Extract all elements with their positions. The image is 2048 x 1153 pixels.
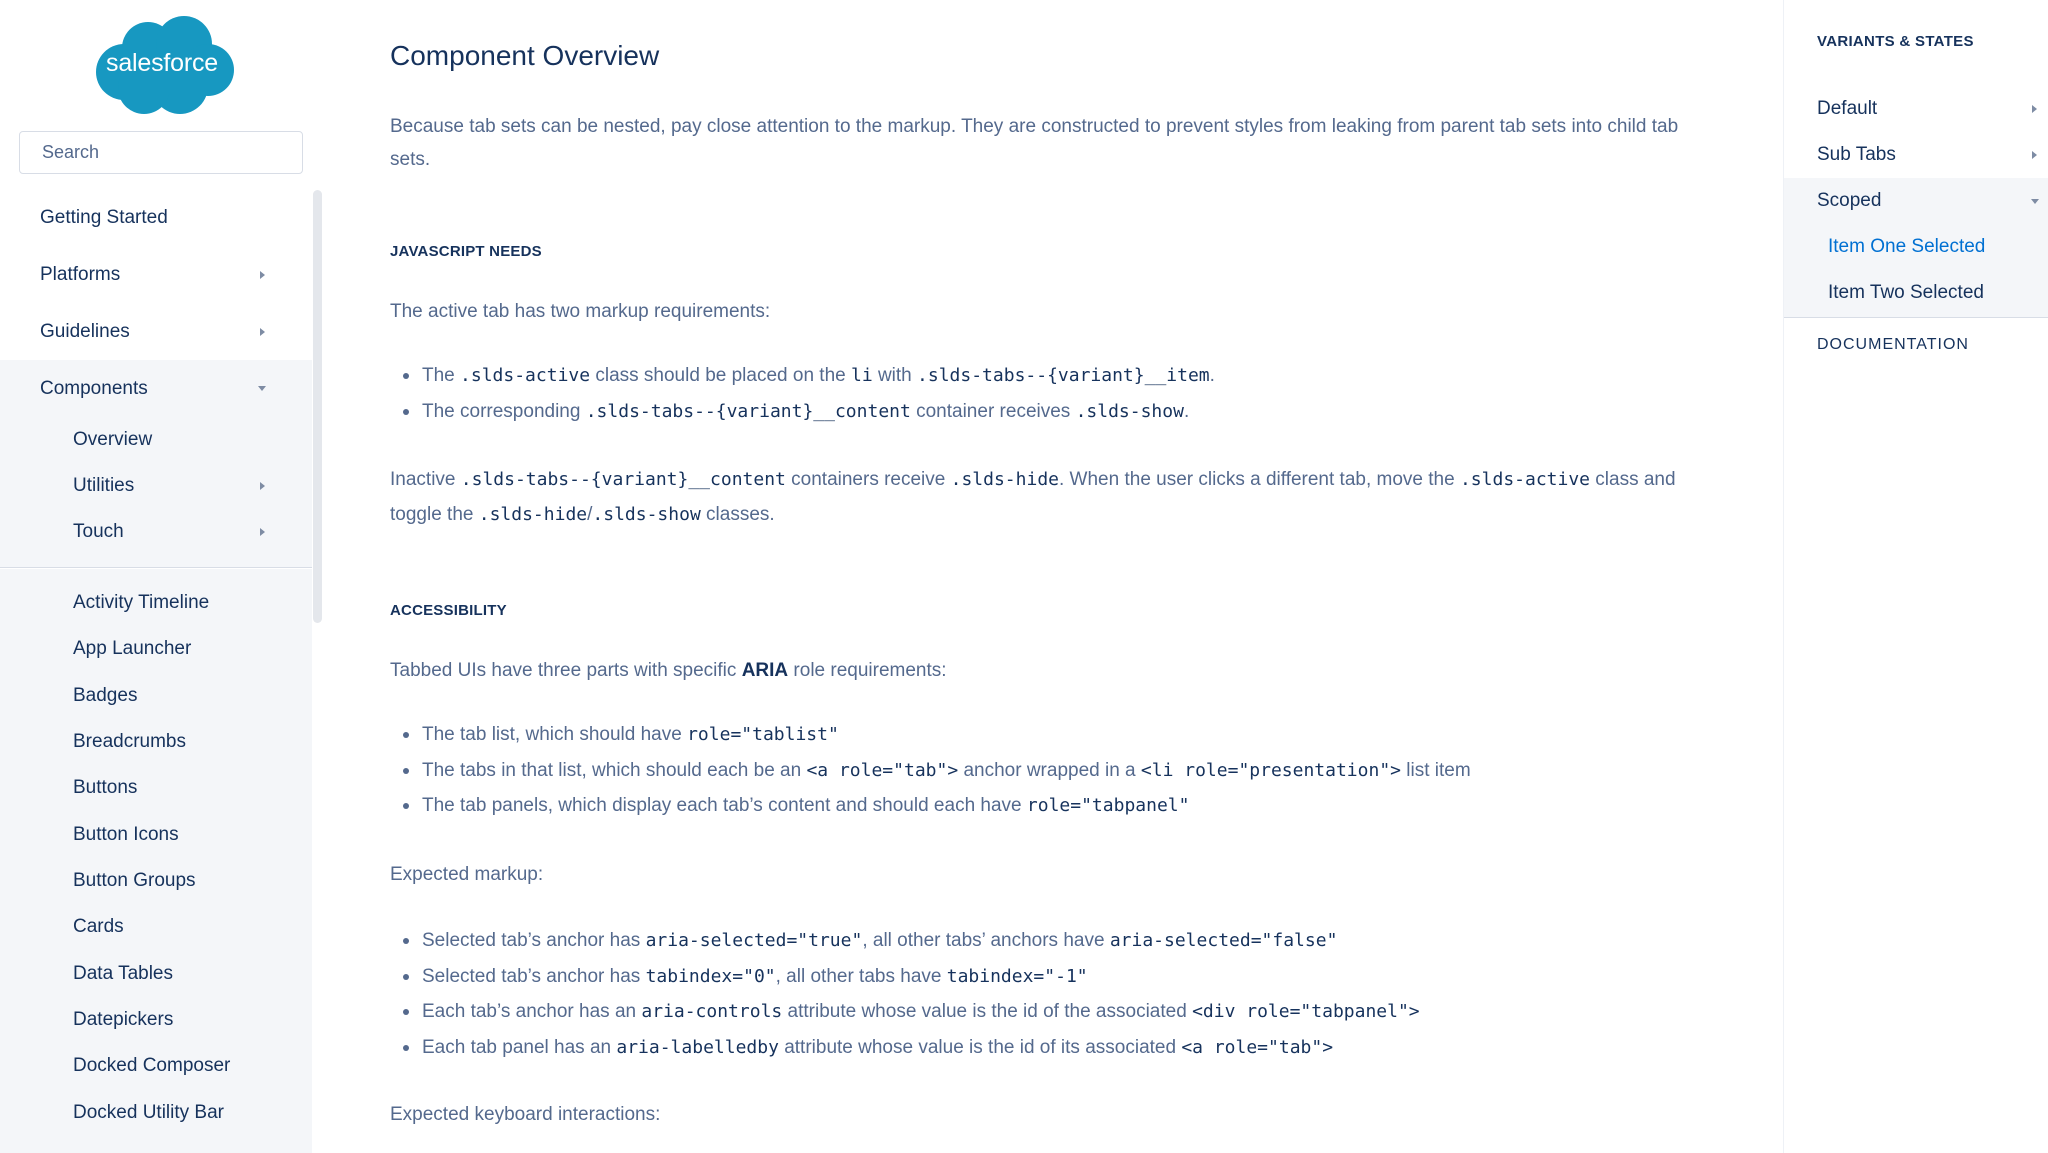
list-item[interactable] bbox=[73, 626, 293, 672]
code-snippet: .slds-active bbox=[1459, 469, 1591, 490]
list-item: Selected tab’s anchor has aria-selected="true", all other tabs’ anchors have aria-selected="false" bbox=[422, 923, 1712, 959]
chevron-right-icon bbox=[260, 328, 265, 336]
js-intro-text: The active tab has two markup requirements: bbox=[390, 301, 771, 322]
variant-sub-tabs[interactable] bbox=[1784, 132, 2048, 178]
code-snippet: <li role="presentation"> bbox=[1140, 759, 1401, 781]
list-item-label: Badges bbox=[73, 685, 138, 706]
documentation-link[interactable]: DOCUMENTATION bbox=[1817, 336, 1969, 353]
salesforce-logo[interactable] bbox=[88, 14, 236, 116]
list-item[interactable] bbox=[73, 673, 293, 719]
sidebar-item-platforms[interactable] bbox=[0, 246, 312, 303]
code-snippet: .slds-hide bbox=[950, 469, 1059, 490]
list-item[interactable] bbox=[73, 1090, 293, 1136]
sidebar-item-components[interactable] bbox=[0, 360, 312, 417]
list-item[interactable] bbox=[73, 951, 293, 997]
code-snippet: aria-selected="false" bbox=[1109, 930, 1338, 951]
sidebar-item-label: Platforms bbox=[40, 264, 121, 285]
code-snippet: <a role="tab"> bbox=[806, 759, 959, 781]
a11y-intro-text: Tabbed UIs have three parts with specific ARIA role requirements: bbox=[390, 660, 947, 681]
sidebar-item-label: Touch bbox=[73, 521, 124, 542]
code-snippet: aria-labelledby bbox=[616, 1036, 779, 1058]
code-snippet: .slds-show bbox=[592, 504, 701, 525]
sidebar-item-utilities[interactable] bbox=[73, 463, 293, 509]
code-snippet: .slds-active bbox=[460, 365, 591, 386]
right-sidebar bbox=[1783, 0, 2048, 1153]
intro-paragraph: Because tab sets can be nested, pay close attention to the markup. They are constructed to prevent styles from leaking from parent tab sets into child tab sets. bbox=[390, 116, 1679, 170]
code-snippet: <a role="tab"> bbox=[1181, 1036, 1334, 1058]
list-item: The corresponding .slds-tabs--{variant}__content container receives .slds-show. bbox=[422, 394, 1712, 430]
js-requirements-list bbox=[422, 358, 1712, 429]
main-content bbox=[390, 0, 1720, 1153]
sidebar-item-touch[interactable] bbox=[73, 509, 293, 555]
variant-label: Scoped bbox=[1817, 190, 1882, 211]
code-snippet: .slds-hide bbox=[478, 504, 588, 525]
chevron-down-icon bbox=[258, 386, 266, 391]
a11y-requirements-list bbox=[422, 717, 1712, 824]
variant-label: Sub Tabs bbox=[1817, 144, 1896, 165]
code-snippet: aria-selected="true" bbox=[645, 930, 863, 951]
chevron-down-icon bbox=[2031, 199, 2039, 204]
code-snippet: .slds-tabs--{variant}__item bbox=[917, 365, 1210, 386]
variant-label: Default bbox=[1817, 98, 1878, 119]
list-item[interactable] bbox=[73, 858, 293, 904]
expected-markup-label: Expected markup: bbox=[390, 864, 544, 885]
scoped-section bbox=[1784, 178, 2048, 318]
javascript-needs-heading: JAVASCRIPT NEEDS bbox=[390, 243, 542, 260]
logo-wordmark: salesforce bbox=[106, 49, 218, 77]
list-item[interactable] bbox=[73, 719, 293, 765]
markup-requirements-list bbox=[422, 923, 1712, 1065]
accessibility-heading: ACCESSIBILITY bbox=[390, 602, 507, 619]
list-item-label: App Launcher bbox=[73, 638, 192, 659]
list-item: Selected tab’s anchor has tabindex="0", all other tabs have tabindex="-1" bbox=[422, 959, 1712, 995]
list-item-label: Breadcrumbs bbox=[73, 731, 186, 752]
chevron-right-icon bbox=[260, 271, 265, 279]
page-title: Component Overview bbox=[390, 40, 660, 71]
list-item: The tab panels, which display each tab’s content and should each have role="tabpanel" bbox=[422, 788, 1712, 824]
list-item: Each tab panel has an aria-labelledby attribute whose value is the id of its associated <a role="tab"> bbox=[422, 1030, 1712, 1066]
sidebar-scrollbar[interactable] bbox=[313, 190, 322, 623]
sidebar-item-label: Components bbox=[40, 378, 148, 399]
components-section bbox=[0, 360, 312, 568]
list-item[interactable] bbox=[73, 904, 293, 950]
aria-term: ARIA bbox=[741, 660, 789, 681]
sidebar-item-getting-started[interactable] bbox=[0, 189, 312, 246]
chevron-right-icon bbox=[260, 482, 265, 490]
list-item-label: Cards bbox=[73, 916, 124, 937]
list-item: The tab list, which should have role="tablist" bbox=[422, 717, 1712, 753]
sidebar-item-overview[interactable] bbox=[73, 417, 293, 463]
code-snippet: tabindex="0" bbox=[645, 965, 776, 987]
code-snippet: .slds-tabs--{variant}__content bbox=[585, 400, 911, 422]
list-item[interactable] bbox=[73, 765, 293, 811]
list-item-label: Buttons bbox=[73, 777, 138, 798]
list-item-label: Activity Timeline bbox=[73, 592, 210, 613]
sidebar-item-guidelines[interactable] bbox=[0, 303, 312, 360]
search-box bbox=[19, 131, 303, 174]
list-item-label: Data Tables bbox=[73, 963, 173, 984]
sidebar-item-label: Getting Started bbox=[40, 207, 168, 228]
list-item-label: Docked Composer bbox=[73, 1055, 231, 1076]
sidebar-item-label: Overview bbox=[73, 429, 153, 450]
list-item[interactable] bbox=[73, 812, 293, 858]
list-item: The .slds-active class should be placed on the li with .slds-tabs--{variant}__item. bbox=[422, 358, 1712, 394]
list-item[interactable] bbox=[73, 997, 293, 1043]
chevron-right-icon bbox=[2032, 105, 2037, 113]
variant-default[interactable] bbox=[1784, 86, 2048, 132]
code-snippet: role="tabpanel" bbox=[1026, 795, 1190, 816]
list-item[interactable] bbox=[73, 1043, 293, 1089]
left-sidebar bbox=[0, 0, 312, 1153]
variants-states-title: VARIANTS & STATES bbox=[1817, 33, 1974, 50]
keyboard-interactions-label: Expected keyboard interactions: bbox=[390, 1104, 661, 1125]
state-item-two-selected[interactable]: Item Two Selected bbox=[1828, 282, 1984, 303]
list-item-label: Datepickers bbox=[73, 1009, 174, 1030]
code-snippet: .slds-tabs--{variant}__content bbox=[460, 469, 786, 490]
list-item-label: Docked Utility Bar bbox=[73, 1102, 224, 1123]
variant-scoped[interactable] bbox=[1784, 178, 2048, 224]
code-snippet: .slds-show bbox=[1075, 400, 1184, 422]
chevron-right-icon bbox=[2032, 151, 2037, 159]
state-item-one-selected[interactable]: Item One Selected bbox=[1828, 236, 1986, 257]
sidebar-item-label: Guidelines bbox=[40, 321, 130, 342]
list-item-label: Button Icons bbox=[73, 824, 179, 845]
inactive-paragraph: Inactive .slds-tabs--{variant}__content containers receive .slds-hide. When the user clicks a different tab, move the .slds-active class and toggle the .slds-hide/.slds-show classes. bbox=[390, 469, 1676, 525]
search-input[interactable] bbox=[20, 132, 302, 173]
list-item[interactable] bbox=[73, 580, 293, 626]
code-snippet: <div role="tabpanel"> bbox=[1192, 1001, 1420, 1022]
code-snippet: li bbox=[850, 365, 873, 386]
component-list bbox=[0, 569, 312, 1153]
list-item: The tabs in that list, which should each be an <a role="tab"> anchor wrapped in a <li role="presentation"> list item bbox=[422, 753, 1712, 789]
chevron-right-icon bbox=[260, 528, 265, 536]
list-item: Each tab’s anchor has an aria-controls attribute whose value is the id of the associated <div role="tabpanel"> bbox=[422, 994, 1712, 1030]
code-snippet: role="tablist" bbox=[687, 724, 839, 745]
code-snippet: tabindex="-1" bbox=[946, 965, 1088, 987]
list-item-label: Button Groups bbox=[73, 870, 196, 891]
code-snippet: aria-controls bbox=[641, 1001, 783, 1022]
sidebar-item-label: Utilities bbox=[73, 475, 135, 496]
